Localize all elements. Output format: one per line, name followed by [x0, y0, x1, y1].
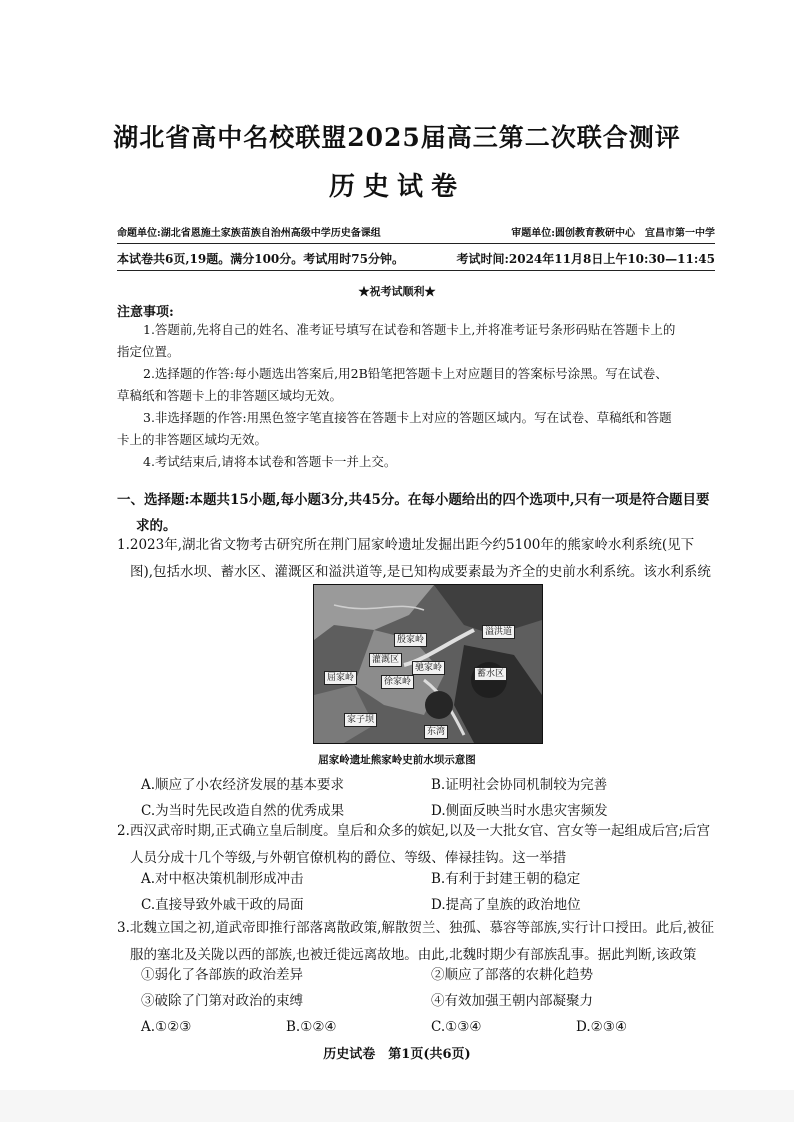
map-label: 驰家岭	[412, 661, 445, 675]
map-caption: 屈家岭遗址熊家岭史前水坝示意图	[318, 754, 476, 766]
question-1	[117, 532, 722, 586]
divider	[117, 270, 715, 271]
map-label: 家子坝	[344, 713, 377, 727]
option-d: D.提高了皇族的政治地位	[431, 897, 581, 913]
question-line: 服的塞北及关陇以西的部族,也被迁徙远离故地。由此,北魏时期少有部族乱事。据此判断,该政策	[130, 947, 697, 963]
question-3-statements	[141, 962, 721, 1040]
option-d: D.侧面反映当时水患灾害频发	[431, 803, 608, 819]
notice-line: 指定位置。	[117, 344, 180, 359]
option-d: D.②③④	[576, 1019, 627, 1035]
exam-title: 湖北省高中名校联盟2025届高三第二次联合测评	[113, 123, 681, 152]
option-b: B.证明社会协同机制较为完善	[431, 777, 608, 793]
page-footer: 历史试卷 第1页(共6页)	[323, 1047, 471, 1062]
question-2	[117, 818, 722, 872]
question-line: 2.西汉武帝时期,正式确立皇后制度。皇后和众多的嫔妃,以及一大批女官、宫女等一起组成后宫;后宫	[117, 823, 711, 839]
notice-line: 卡上的非答题区域均无效。	[117, 432, 268, 447]
question-1-options	[141, 772, 721, 824]
question-line: 人员分成十几个等级,与外朝官僚机构的爵位、等级、俸禄挂钩。这一举措	[130, 850, 567, 866]
section-line: 一、选择题:本题共15小题,每小题3分,共45分。在每小题给出的四个选项中,只有一项是符合题目要	[117, 492, 710, 508]
notice-line: 草稿纸和答题卡上的非答题区域均无效。	[117, 388, 343, 403]
notice-title: 注意事项:	[117, 305, 174, 320]
review-unit: 审题单位:圆创教育教研中心 宜昌市第一中学	[511, 228, 715, 239]
page-edge	[0, 1090, 794, 1122]
option-b: B.①②④	[286, 1019, 337, 1035]
statement-item: ①弱化了各部族的政治差异	[141, 967, 303, 983]
map-label: 屈家岭	[324, 671, 357, 685]
notice-line: 4.考试结束后,请将本试卷和答题卡一并上交。	[143, 454, 397, 469]
option-c: C.为当时先民改造自然的优秀成果	[141, 803, 345, 819]
map-label: 东湾	[424, 725, 448, 739]
map-label: 徐家岭	[381, 675, 414, 689]
option-a: A.对中枢决策机制形成冲击	[141, 871, 304, 887]
map-label: 溢洪道	[482, 625, 515, 639]
question-line: 3.北魏立国之初,道武帝即推行部落离散政策,解散贺兰、独孤、慕容等部族,实行计口授田。此后,被征	[117, 920, 715, 936]
statement-item: ④有效加强王朝内部凝聚力	[431, 993, 593, 1009]
notice-list	[117, 319, 717, 473]
exam-time: 考试时间:2024年11月8日上午10:30—11:45	[456, 252, 715, 266]
notice-line: 1.答题前,先将自己的姓名、准考证号填写在试卷和答题卡上,并将准考证号条形码贴在答题卡上的	[143, 322, 676, 337]
option-a: A.顺应了小农经济发展的基本要求	[141, 777, 345, 793]
map-label: 蓄水区	[474, 667, 507, 681]
wish-text: ★祝考试顺利★	[358, 285, 436, 298]
option-a: A.①②③	[141, 1019, 192, 1035]
site-map-image	[313, 584, 543, 744]
option-c: C.直接导致外戚干政的局面	[141, 897, 304, 913]
option-b: B.有利于封建王朝的稳定	[431, 871, 581, 887]
map-label: 殷家岭	[394, 633, 427, 647]
option-c: C.①③④	[431, 1019, 482, 1035]
notice-line: 2.选择题的作答:每小题选出答案后,用2B铅笔把答题卡上对应题目的答案标号涂黑。写在试卷、	[143, 366, 668, 381]
author-unit: 命题单位:湖北省恩施土家族苗族自治州高级中学历史备课组	[117, 228, 381, 239]
map-label: 灌溉区	[369, 653, 402, 667]
section-line: 求的。	[136, 518, 177, 534]
exam-length: 本试卷共6页,19题。满分100分。考试用时75分钟。	[117, 252, 404, 266]
question-2-options	[141, 866, 721, 918]
question-line: 图),包括水坝、蓄水区、灌溉区和溢洪道等,是已知构成要素最为齐全的史前水利系统。该水利系统	[130, 564, 711, 580]
divider	[117, 243, 715, 244]
exam-info	[117, 250, 715, 267]
statement-item: ③破除了门第对政治的束缚	[141, 993, 303, 1009]
subject-title: 历史试卷	[328, 172, 465, 202]
unit-info	[117, 224, 715, 239]
notice-line: 3.非选择题的作答:用黑色签字笔直接答在答题卡上对应的答题区域内。写在试卷、草稿纸和答题	[143, 410, 672, 425]
question-3	[117, 915, 722, 969]
statement-item: ②顺应了部落的农耕化趋势	[431, 967, 593, 983]
question-line: 1.2023年,湖北省文物考古研究所在荆门屈家岭遗址发掘出距今约5100年的熊家岭水利系统(见下	[117, 537, 695, 553]
